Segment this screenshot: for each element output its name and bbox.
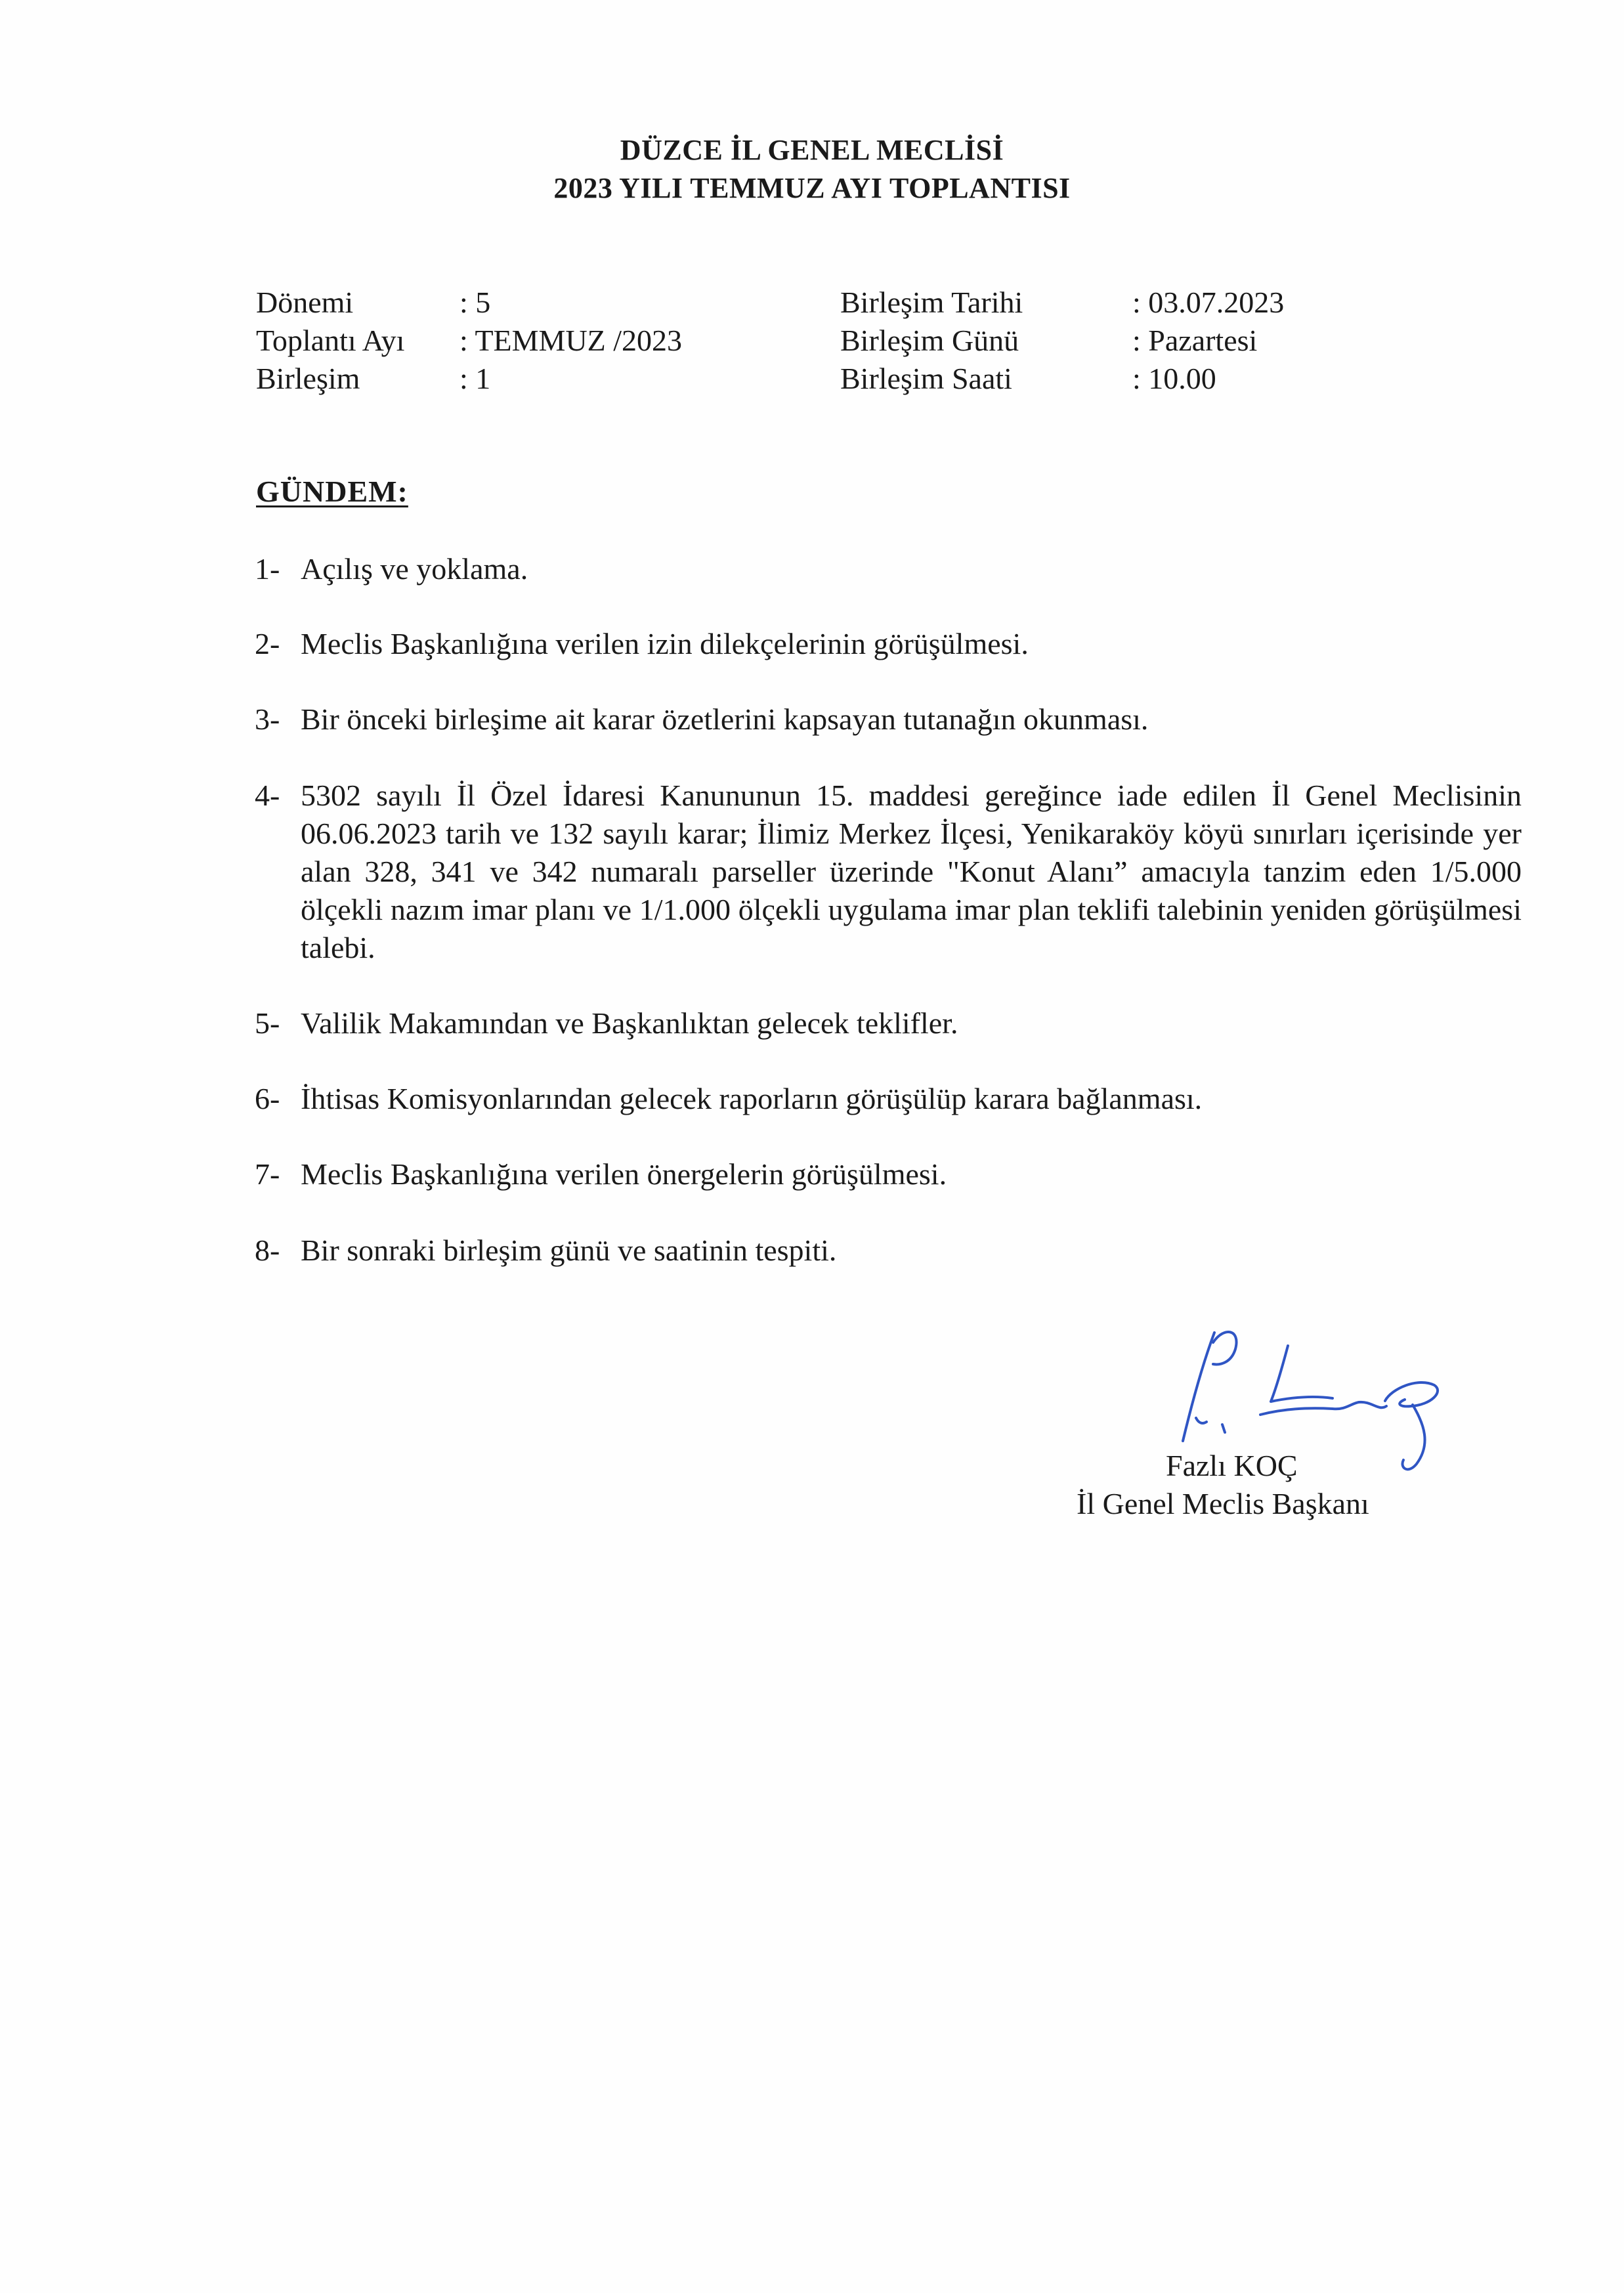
agenda-item [255,1232,1522,1270]
agenda-item-number: 5- [255,1006,280,1040]
info-value-birlesim-gunu: : Pazartesi [1132,324,1258,357]
document-title: DÜZCE İL GENEL MECLİSİ [620,134,1004,166]
info-value-donem: : 5 [459,286,491,319]
agenda-item-number: 4- [255,779,280,812]
info-value-toplanti-ayi: : TEMMUZ /2023 [459,324,683,357]
info-label-birlesim-saati: Birleşim Saati [840,362,1012,395]
info-label-donem: Dönemi [256,286,354,319]
agenda-item [255,1080,1522,1118]
agenda-item [255,700,1522,739]
agenda-item-text: Açılış ve yoklama. [301,552,528,586]
info-value-birlesim: : 1 [459,362,491,395]
agenda-item-number: 7- [255,1157,280,1191]
agenda-item-number: 1- [255,552,280,586]
agenda-item-text: İhtisas Komisyonlarından gelecek raporların görüşülüp karara bağlanması. [301,1082,1203,1115]
agenda-item [255,625,1522,663]
agenda-item-text: Meclis Başkanlığına verilen izin dilekçelerinin görüşülmesi. [301,627,1029,660]
agenda-item [255,1004,1522,1042]
agenda-heading: GÜNDEM: [256,475,408,508]
agenda-item-text: 5302 sayılı İl Özel İdaresi Kanununun 15. maddesi gereğince iade edilen İl Genel Meclisinin 06.06.2023 tarih ve 132 sayılı karar; İlimiz Merkez İlçesi, Yenikaraköy köyü sınırları içerisinde yer alan 328, 341 ve 342 numaralı parseller üzerinde "Konut Alanı” amacıyla tanzim eden 1/5.000 ölçekli nazım imar planı ve 1/1.000 ölçekli uygulama imar plan teklifi talebinin yeniden görüşülmesi talebi. [301,779,1522,964]
info-label-toplanti-ayi: Toplantı Ayı [256,324,405,357]
agenda-item-number: 3- [255,702,280,736]
info-value-birlesim-tarihi: : 03.07.2023 [1132,286,1285,319]
agenda-item [255,550,1522,588]
agenda-item-text: Valilik Makamından ve Başkanlıktan gelecek teklifler. [301,1006,958,1040]
document-subtitle: 2023 YILI TEMMUZ AYI TOPLANTISI [553,172,1071,204]
agenda-item [255,777,1522,967]
info-label-birlesim: Birleşim [256,362,360,395]
info-label-birlesim-tarihi: Birleşim Tarihi [840,286,1023,319]
agenda-item [255,1155,1522,1193]
signatory-name: Fazlı KOÇ [1166,1449,1298,1482]
agenda-item-number: 6- [255,1082,280,1115]
info-label-birlesim-gunu: Birleşim Günü [840,324,1019,357]
info-value-birlesim-saati: : 10.00 [1132,362,1216,395]
signatory-title: İl Genel Meclis Başkanı [1077,1487,1369,1520]
agenda-item-text: Bir sonraki birleşim günü ve saatinin tespiti. [301,1233,837,1267]
agenda-item-number: 8- [255,1233,280,1267]
agenda-item-text: Meclis Başkanlığına verilen önergelerin görüşülmesi. [301,1157,947,1191]
agenda-item-number: 2- [255,627,280,660]
agenda-item-text: Bir önceki birleşime ait karar özetlerini kapsayan tutanağın okunması. [301,702,1149,736]
